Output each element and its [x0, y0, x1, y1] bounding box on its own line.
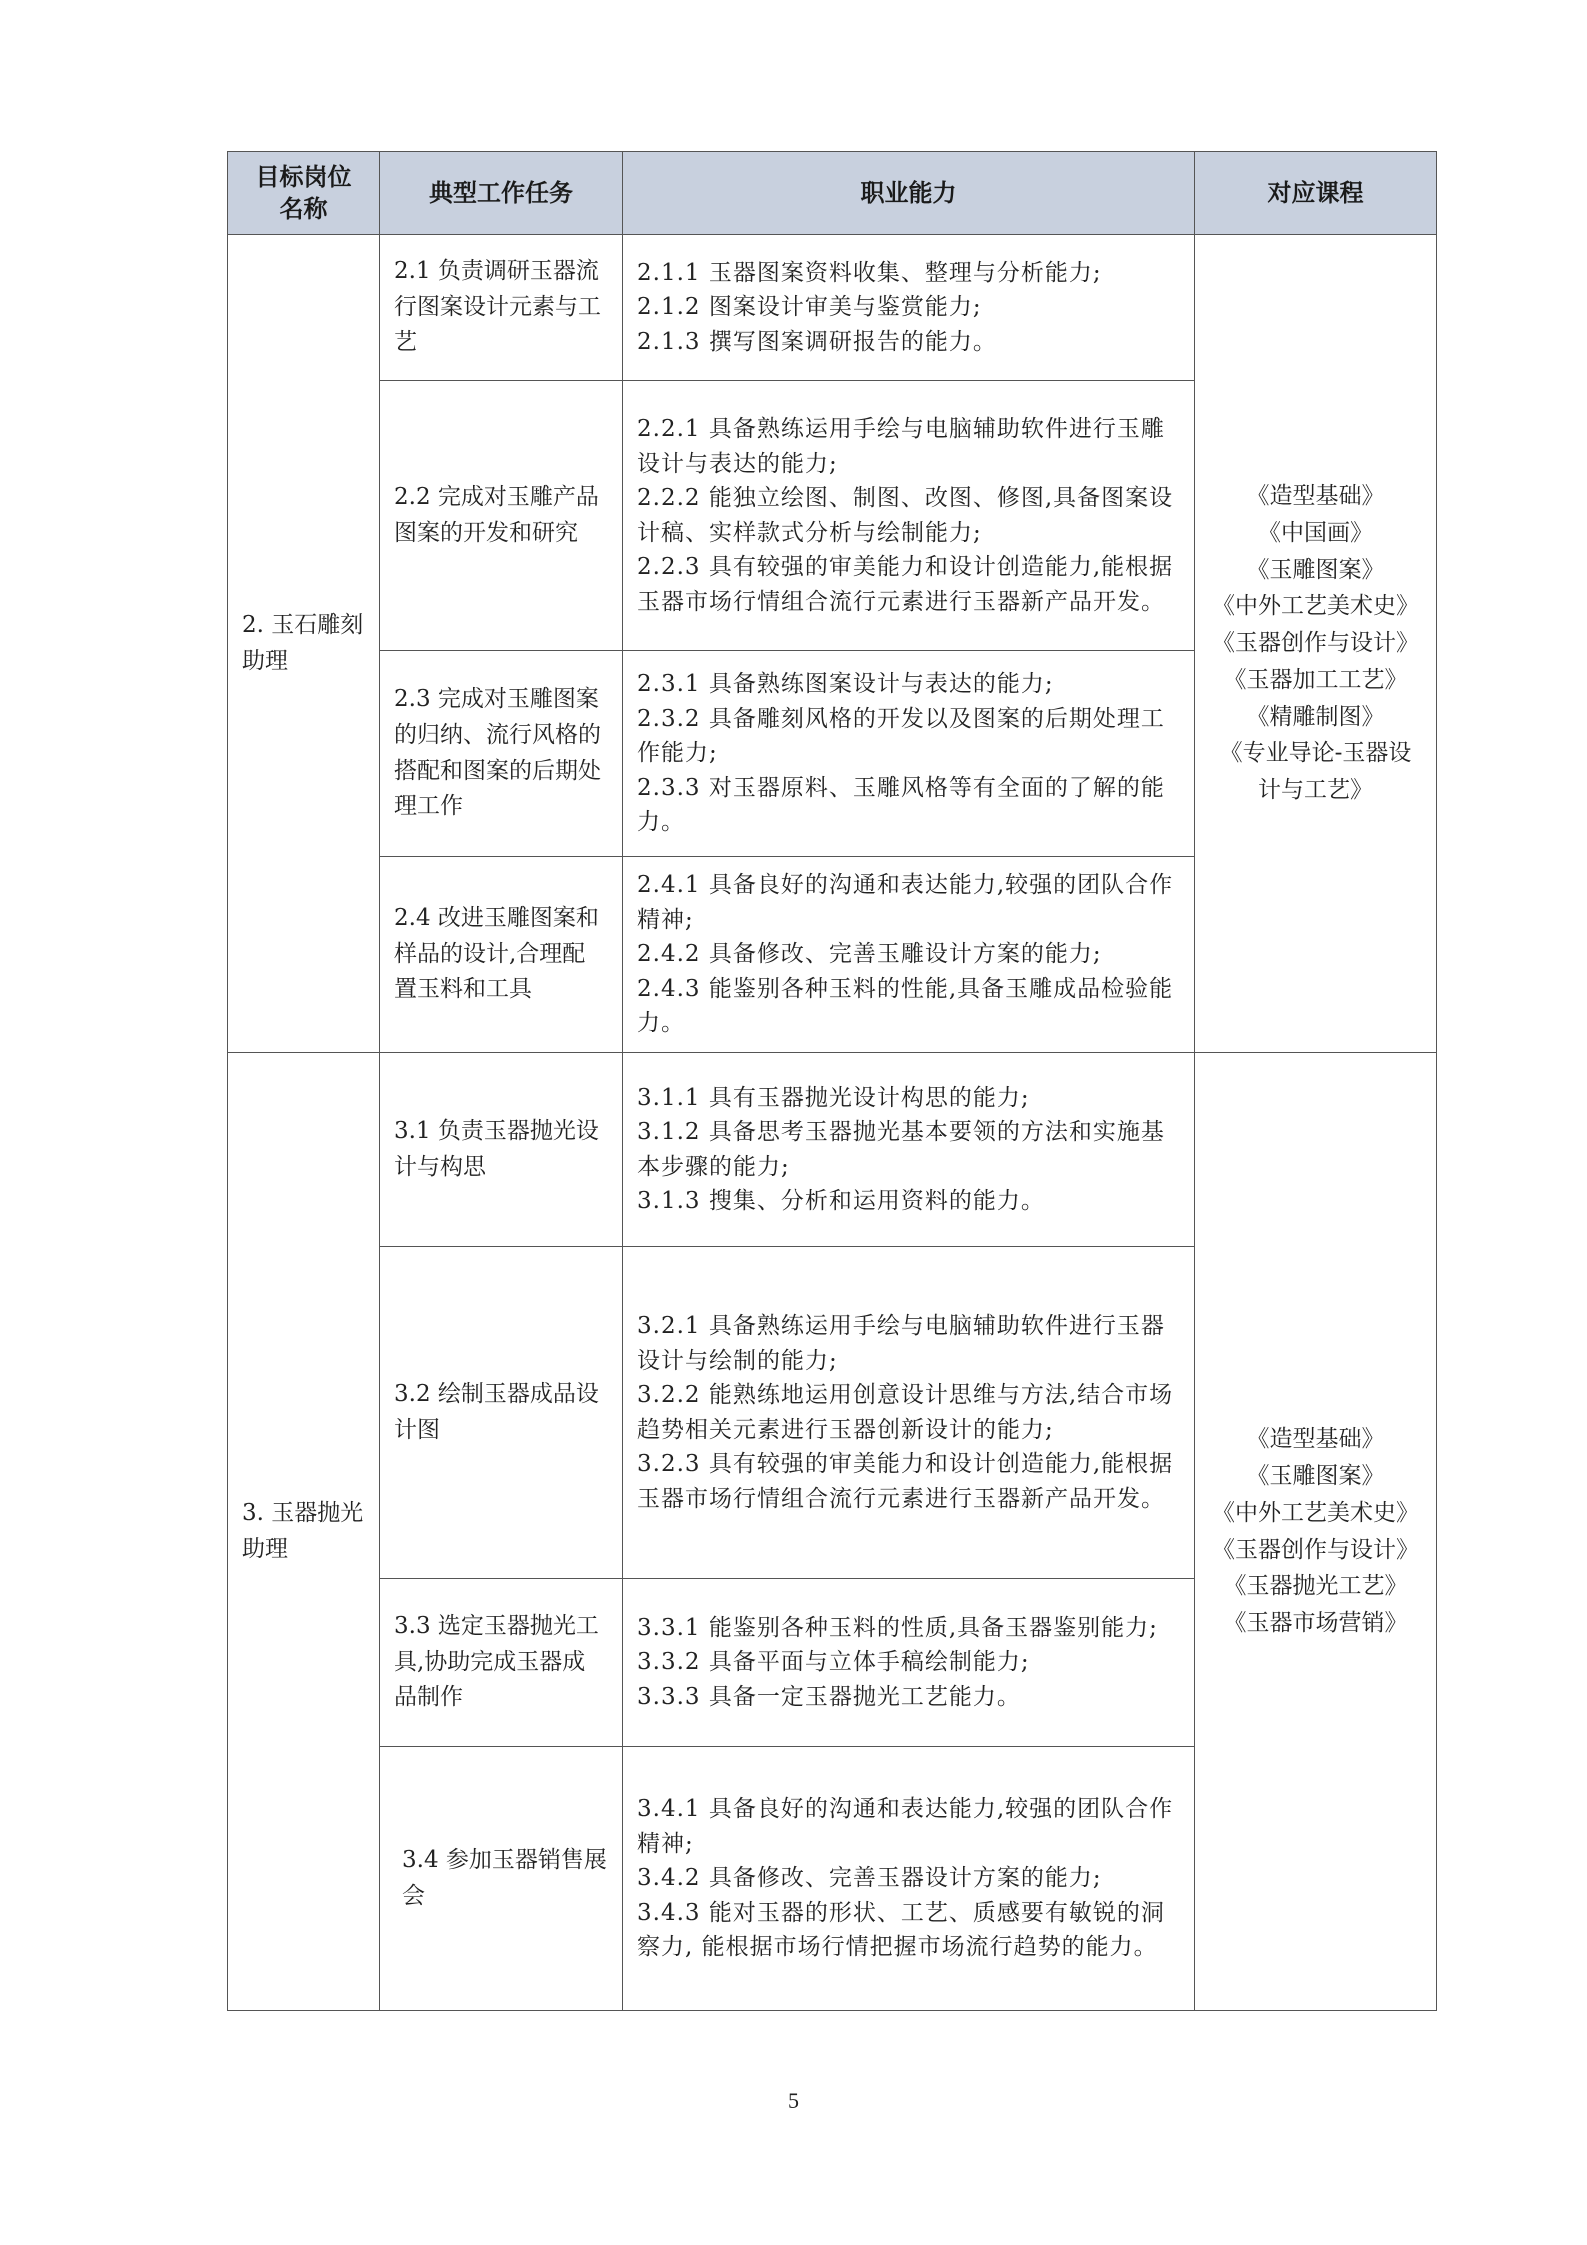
task-cell: 2.2 完成对玉雕产品图案的开发和研究	[380, 381, 623, 651]
ability-item: 2.4.2 具备修改、完善玉雕设计方案的能力;	[637, 941, 1102, 968]
header-position: 目标岗位名称	[228, 152, 380, 235]
ability-cell	[623, 381, 1195, 651]
task-cell: 3.4 参加玉器销售展会	[380, 1747, 623, 2011]
ability-item: 3.2.1 具备熟练运用手绘与电脑辅助软件进行玉器设计与绘制的能力;	[637, 1313, 1165, 1374]
ability-item: 2.4.1 具备良好的沟通和表达能力,较强的团队合作精神;	[637, 872, 1174, 933]
ability-item: 3.4.3 能对玉器的形状、工艺、质感要有敏锐的洞察力, 能根据市场行情把握市场流行趋势的能力。	[637, 1899, 1165, 1961]
course-item: 《玉器创作与设计》	[1212, 1536, 1419, 1563]
task-cell: 2.3 完成对玉雕图案的归纳、流行风格的搭配和图案的后期处 理工作	[380, 651, 623, 857]
ability-item: 2.1.2 图案设计审美与鉴赏能力;	[637, 294, 982, 321]
ability-item: 3.1.3 搜集、分析和运用资料的能力。	[637, 1188, 1045, 1214]
ability-item: 3.2.2 能熟练地运用创意设计思维与方法,结合市场趋势相关元素进行玉器创新设计的能力;	[637, 1382, 1174, 1443]
competency-table	[227, 151, 1437, 2011]
course-item: 《玉器抛光工艺》	[1223, 1573, 1408, 1600]
header-courses: 对应课程	[1195, 152, 1437, 235]
ability-item: 3.1.1 具有玉器抛光设计构思的能力;	[637, 1084, 1030, 1111]
ability-item: 2.3.2 具备雕刻风格的开发以及图案的后期处理工作能力;	[637, 705, 1165, 767]
ability-cell	[623, 857, 1195, 1053]
ability-item: 2.2.3 具有较强的审美能力和设计创造能力,能根据玉器市场行情组合流行元素进行玉器新产品开发。	[637, 554, 1174, 615]
ability-item: 3.4.1 具备良好的沟通和表达能力,较强的团队合作精神;	[637, 1796, 1174, 1857]
position-cell: 3. 玉器抛光助理	[228, 1053, 380, 2011]
ability-cell	[623, 235, 1195, 381]
course-item: 《造型基础》	[1246, 482, 1385, 509]
ability-item: 2.1.3 撰写图案调研报告的能力。	[637, 328, 997, 355]
ability-item: 3.3.3 具备一定玉器抛光工艺能力。	[637, 1683, 1021, 1710]
task-cell: 2.1 负责调研玉器流行图案设计元素与工艺	[380, 235, 623, 381]
ability-item: 3.1.2 具备思考玉器抛光基本要领的方法和实施基本步骤的能力;	[637, 1119, 1165, 1180]
position-cell: 2. 玉石雕刻助理	[228, 235, 380, 1053]
task-cell: 3.2 绘制玉器成品设计图	[380, 1247, 623, 1579]
ability-item: 2.4.3 能鉴别各种玉料的性能,具备玉雕成品检验能力。	[637, 975, 1174, 1037]
page-number: 5	[788, 2088, 799, 2113]
table-row	[228, 1053, 1437, 1247]
course-item: 《造型基础》	[1246, 1426, 1385, 1453]
course-item: 《玉雕图案》	[1246, 1462, 1385, 1489]
table-row	[228, 235, 1437, 381]
courses-cell	[1195, 1053, 1437, 2011]
header-task: 典型工作任务	[380, 152, 623, 235]
course-item: 《中外工艺美术史》	[1212, 593, 1419, 620]
ability-item: 2.3.3 对玉器原料、玉雕风格等有全面的了解的能力。	[637, 774, 1165, 836]
ability-item: 2.2.2 能独立绘图、制图、改图、修图,具备图案设计稿、实样款式分析与绘制能力;	[637, 485, 1174, 546]
ability-cell	[623, 651, 1195, 857]
course-item: 《专业导论-玉器设计与工艺》	[1219, 740, 1412, 804]
task-cell: 2.4 改进玉雕图案和样品的设计,合理配置玉料和工具	[380, 857, 623, 1053]
courses-cell	[1195, 235, 1437, 1053]
task-cell: 3.3 选定玉器抛光工具,协助完成玉器成品制作	[380, 1579, 623, 1747]
ability-cell	[623, 1579, 1195, 1747]
table-header-row	[228, 152, 1437, 235]
ability-item: 2.3.1 具备熟练图案设计与表达的能力;	[637, 671, 1054, 698]
ability-cell	[623, 1747, 1195, 2011]
course-item: 《玉雕图案》	[1246, 556, 1385, 583]
course-item: 《中外工艺美术史》	[1212, 1499, 1419, 1526]
header-ability: 职业能力	[623, 152, 1195, 235]
ability-item: 3.4.2 具备修改、完善玉器设计方案的能力;	[637, 1865, 1102, 1892]
course-item: 《精雕制图》	[1246, 703, 1385, 730]
ability-cell	[623, 1053, 1195, 1247]
ability-item: 3.3.2 具备平面与立体手稿绘制能力;	[637, 1649, 1030, 1676]
course-item: 《玉器市场营销》	[1223, 1610, 1408, 1637]
task-cell: 3.1 负责玉器抛光设计与构思	[380, 1053, 623, 1247]
course-item: 《中国画》	[1258, 519, 1373, 546]
course-item: 《玉器加工工艺》	[1223, 666, 1408, 693]
ability-item: 2.1.1 玉器图案资料收集、整理与分析能力;	[637, 259, 1102, 286]
ability-item: 3.2.3 具有较强的审美能力和设计创造能力,能根据玉器市场行情组合流行元素进行玉器新产品开发。	[637, 1451, 1174, 1512]
ability-item: 2.2.1 具备熟练运用手绘与电脑辅助软件进行玉雕设计与表达的能力;	[637, 416, 1165, 477]
ability-cell	[623, 1247, 1195, 1579]
course-item: 《玉器创作与设计》	[1212, 630, 1419, 657]
ability-item: 3.3.1 能鉴别各种玉料的性质,具备玉器鉴别能力;	[637, 1614, 1158, 1641]
